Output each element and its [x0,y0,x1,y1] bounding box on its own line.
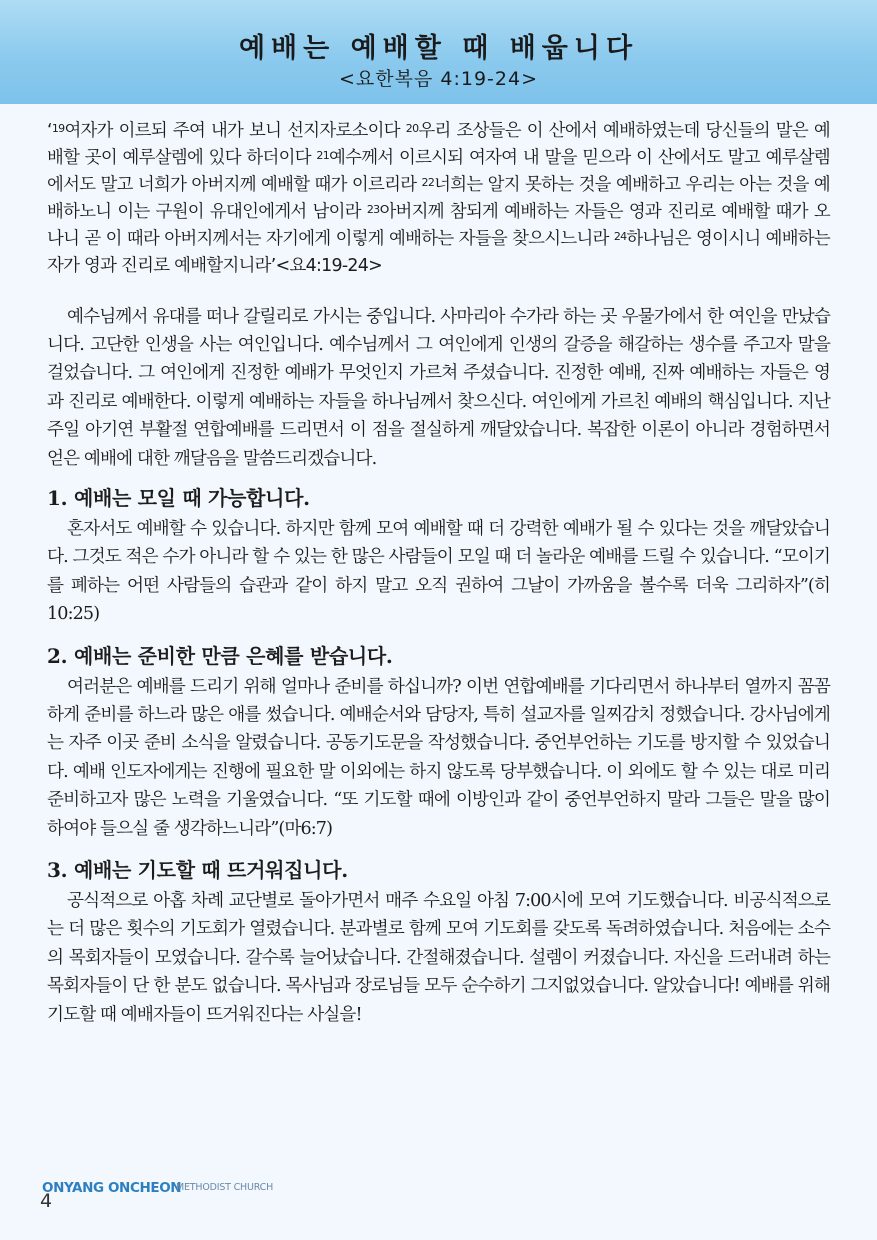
verse-text: 우리 조상들은 이 산에서 예배하였는데 당신들의 말은 예배할 곳이 예루살렘에 있다 하더이다 [47,121,830,169]
header-banner [0,0,877,104]
scripture-reference: <요한복음 4:19-24> [339,68,538,90]
verse-text: 너희는 알지 못하는 것을 예배하고 우리는 아는 것을 예배하노니 이는 구원이 유대인에게서 남이라 [47,175,831,223]
section-body: 혼자서도 예배할 수 있습니다. 하지만 함께 모여 예배할 때 더 강력한 예배가 될 수 있다는 것을 깨달았습니다. 그것도 적은 수가 아니라 할 수 있는 한 많은 사람들이 모일 때 더 놀라운 예배를 드릴 수 있습니다. “모이기를 폐하는 어떤 사람들의 습관과 같이 하지 말고 오직 권하여 그날이 가까움을 볼수록 더욱 그리하자”(히10:25) [47,519,830,625]
church-logo: ONYANG ONCHEON [42,1180,182,1196]
page-number: 4 [40,1190,53,1212]
section-body: 공식적으로 아홉 차례 교단별로 돌아가면서 매주 수요일 아침 7:00시에 모여 기도했습니다. 비공식적으로는 더 많은 횟수의 기도회가 열렸습니다. 분과별로 함께 모여 기도회를 갖도록 독려하였습니다. 처음에는 소수의 목회자들이 모였습니다. 갈수록 늘어났습니다. 간절해졌습니다. 설렘이 커졌습니다. 자신을 드러내려 하는 목회자들이 단 한 분도 없습니다. 목사님과 장로님들 모두 순수하기 그지없었습니다. 알았습니다! 예배를 위해 기도할 때 예배자들이 뜨거워진다는 사실을! [47,891,830,1025]
article-body [47,118,830,1041]
section-heading: 3. 예배는 기도할 때 뜨거워집니다. [47,858,348,883]
open-quote: ‘ [47,121,52,141]
church-logo-subtitle: METHODIST CHURCH [176,1182,274,1193]
section-heading: 1. 예배는 모일 때 가능합니다. [47,486,310,510]
verse-text: 하나님은 영이시니 예배하는 자가 영과 진리로 예배할지니라’<요4:19-24> [47,229,830,277]
section-heading: 2. 예배는 준비한 만큼 은혜를 받습니다. [47,643,393,668]
section-prayer [47,855,830,1029]
page-footer [40,1180,340,1214]
verse-number: 19 [51,122,65,135]
section-preparation [47,641,830,843]
intro-paragraph: 예수님께서 유대를 떠나 갈릴리로 가시는 중입니다. 사마리아 수가라 하는 곳 우물가에서 한 여인을 만났습니다. 고단한 인생을 사는 여인입니다. 예수님께서 그 여인에게 인생의 갈증을 해갈하는 생수를 주고자 말을 걸었습니다. 그 여인에게 진정한 예배가 무엇인지 가르쳐 주셨습니다. 진정한 예배, 진짜 예배하는 자들은 영과 진리로 예배한다. 이렇게 예배하는 자들을 하나님께서 찾으신다. 여인에게 가르친 예배의 핵심입니다. 지난주일 아기연 부활절 연합예배를 드리면서 이 점을 절실하게 깨달았습니다. 복잡한 이론이 아니라 경험하면서 얻은 예배에 대한 깨달음을 말씀드리겠습니다. [47,306,830,469]
section-body: 여러분은 예배를 드리기 위해 얼마나 준비를 하십니까? 이번 연합예배를 기다리면서 하나부터 열까지 꼼꼼하게 준비를 하느라 많은 애를 썼습니다. 예배순서와 담당자, 특히 설교자를 일찌감치 정했습니다. 강사님에게는 자주 이곳 준비 소식을 알렸습니다. 공동기도문을 작성했습니다. 중언부언하는 기도를 방지할 수 있었습니다. 예배 인도자에게는 진행에 필요한 말 이외에는 하지 않도록 당부했습니다. 이 외에도 할 수 있는 대로 미리 준비하고자 많은 노력을 기울였습니다. “또 기도할 때에 이방인과 같이 중언부언하지 말라 그들은 말을 많이 하여야 들으실 줄 생각하느니라”(마6:7) [47,676,830,839]
verse-number: 20 [405,122,419,135]
verse-number: 23 [366,203,380,217]
verse-text: 여자가 이르되 주여 내가 보니 선지자로소이다 [64,121,406,141]
verse-number: 22 [421,176,435,190]
verse-number: 21 [316,149,329,163]
verse-number: 24 [613,230,627,244]
section-gathering [47,483,830,629]
verse-text: 아버지께 참되게 예배하는 자들은 영과 진리로 예배할 때가 오나니 곧 이 때라 아버지께서는 자기에게 이렇게 예배하는 자들을 찾으시느니라 [47,202,830,250]
page-title: 예배는 예배할 때 배웁니다 [238,33,639,64]
verse-text: 예수께서 이르시되 여자여 내 말을 믿으라 이 산에서도 말고 예루살렘에서도 말고 너희가 아버지께 예배할 때가 이르리라 [47,148,830,196]
scripture-passage [47,118,830,281]
